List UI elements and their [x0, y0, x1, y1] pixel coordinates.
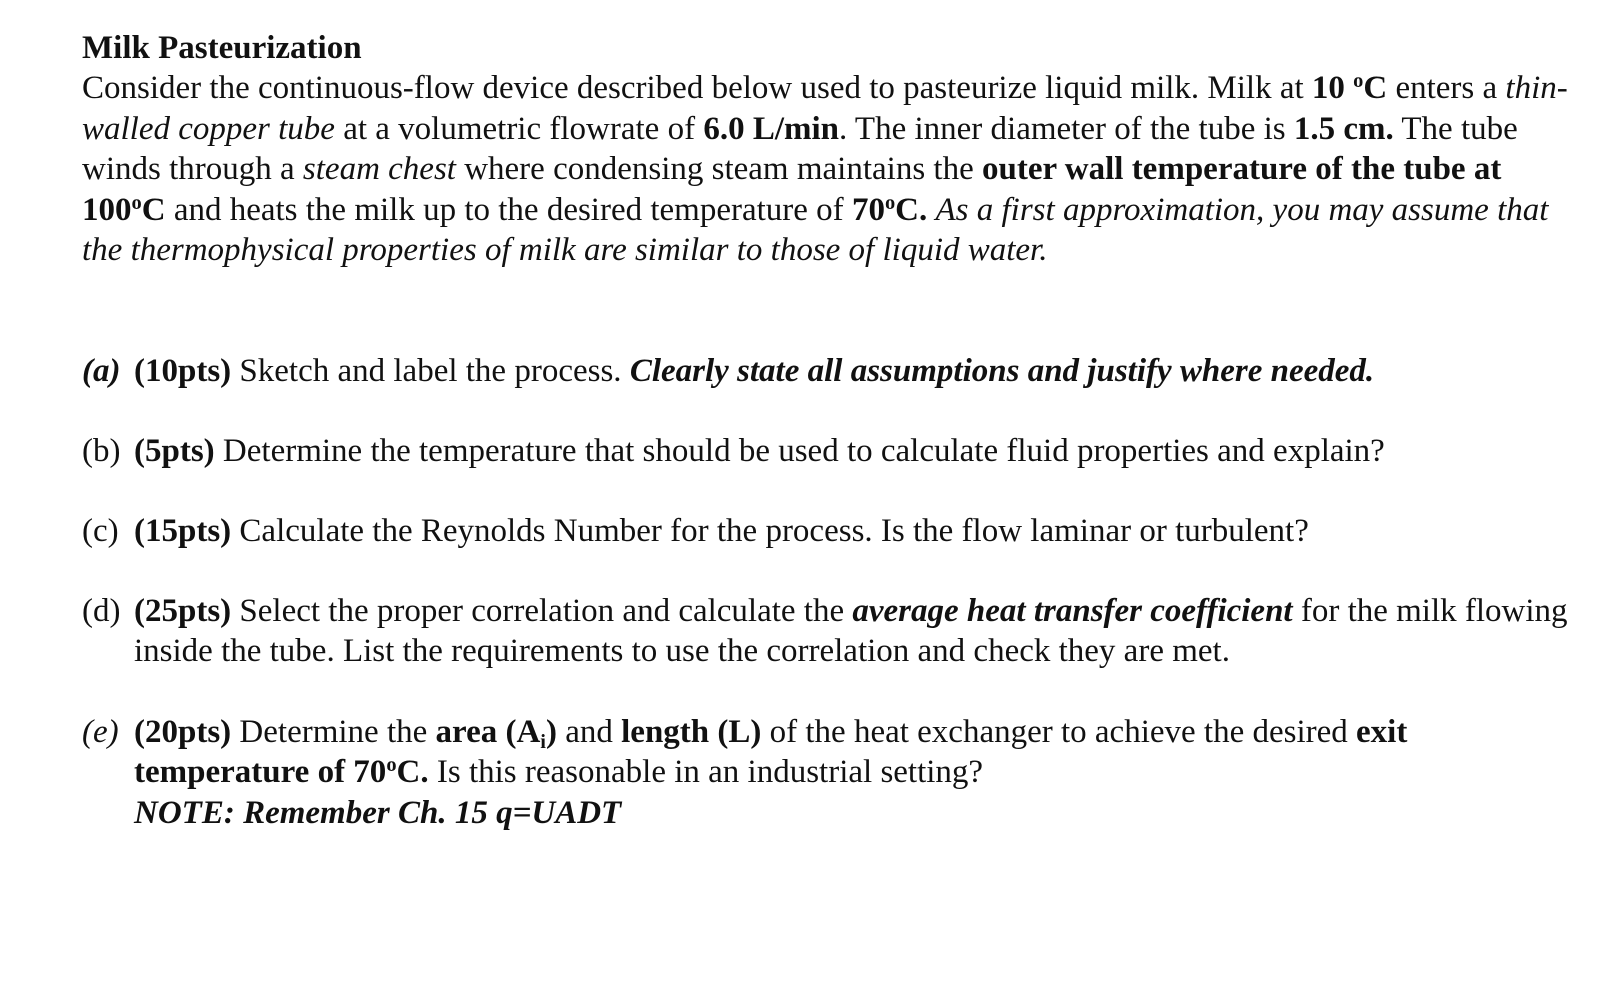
question-text: Select the proper correlation and calculate the	[231, 593, 853, 629]
target-temperature	[852, 192, 927, 228]
inner-diameter: 1.5 cm.	[1293, 110, 1394, 147]
question-label: (b)	[82, 433, 121, 469]
celsius-unit: C.	[895, 191, 928, 228]
question-text: of the heat exchanger to achieve the desired	[761, 714, 1357, 750]
question-text: Sketch and label the process.	[231, 353, 630, 389]
inlet-temperature-value: 10	[1311, 70, 1354, 107]
question-text: Calculate the Reynolds Number for the process. Is the flow laminar or turbulent?	[231, 513, 1309, 549]
celsius-unit: C	[1363, 70, 1388, 107]
note: NOTE: Remember Ch. 15 q=UADT	[134, 794, 622, 831]
area-term	[435, 714, 557, 754]
target-temperature-value: 70	[851, 191, 885, 228]
question-text: for the milk flowing inside the tube. List the requirements to use the correlation and check they are met.	[134, 593, 1568, 670]
degree-symbol: o	[884, 191, 896, 214]
question-text: Determine the temperature that should be used to calculate fluid properties and explain?	[214, 433, 1385, 469]
question-label: (c)	[82, 513, 119, 549]
question-b	[82, 431, 1582, 471]
celsius-unit: C.	[396, 754, 429, 791]
flowrate: 6.0 L/min	[703, 110, 840, 147]
degree-symbol: o	[386, 754, 397, 777]
steam-chest: steam chest	[302, 151, 456, 188]
question-e	[82, 712, 1582, 833]
area-close: )	[545, 714, 557, 750]
question-d	[82, 591, 1582, 672]
inlet-temperature	[1312, 70, 1387, 106]
exit-temperature-text: exit temperature of 70	[134, 714, 1408, 791]
question-text: Is this reasonable in an industrial setting?	[428, 754, 984, 791]
question-label: (a)	[82, 353, 121, 389]
question-emphasis: average heat transfer coefficient	[852, 593, 1293, 629]
intro-text: . The inner diameter of the tube is	[839, 110, 1294, 147]
document-title: Milk Pasteurization	[82, 30, 362, 66]
intro-text: Consider the continuous-flow device described below used to pasteurize liquid milk. Milk at	[82, 70, 1312, 107]
question-label: (e)	[82, 714, 119, 750]
problem-statement	[82, 68, 1582, 270]
intro-text: The tube winds through a	[82, 110, 1518, 188]
celsius-unit: C	[141, 191, 166, 228]
question-points: (20pts)	[134, 714, 232, 750]
intro-text: at a volumetric flowrate of	[334, 110, 704, 147]
intro-text: where condensing steam maintains the	[455, 151, 982, 188]
area-subscript: i	[540, 731, 546, 754]
question-emphasis: Clearly state all assumptions and justify where needed.	[629, 353, 1375, 389]
question-c	[82, 511, 1582, 551]
wall-temperature-text: outer wall temperature of the tube at 100	[82, 151, 1502, 228]
question-text: Determine the	[231, 714, 436, 750]
question-a	[82, 351, 1582, 391]
intro-text: and heats the milk up to the desired temperature of	[165, 191, 852, 228]
approximation-note: As a first approximation, you may assume that the thermophysical properties of milk are similar to those of liquid water.	[82, 191, 1549, 269]
question-label: (d)	[82, 593, 121, 629]
degree-symbol: o	[1353, 70, 1364, 93]
degree-symbol: o	[131, 191, 142, 214]
tube-type: thin-walled copper tube	[82, 70, 1568, 147]
intro-text: enters a	[1387, 70, 1506, 107]
question-points: (10pts)	[134, 353, 232, 389]
question-points: (25pts)	[134, 593, 232, 629]
question-points: (5pts)	[134, 433, 215, 469]
question-text: and	[556, 714, 622, 750]
document	[82, 28, 1582, 831]
area-text: area (A	[435, 714, 541, 750]
length-term: length (L)	[621, 714, 762, 750]
question-points: (15pts)	[134, 513, 232, 549]
